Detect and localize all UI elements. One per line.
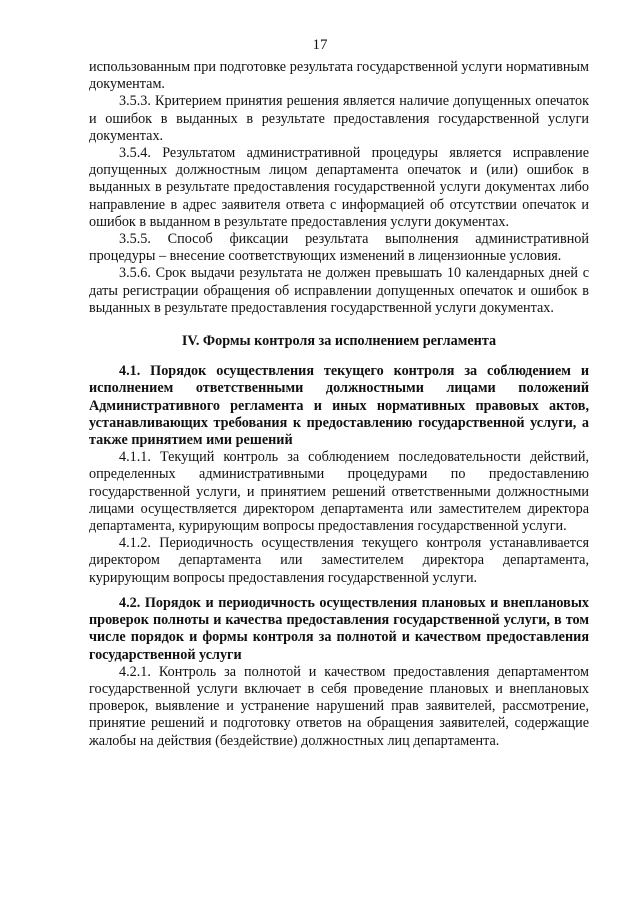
paragraph-3-5-3: 3.5.3. Критерием принятия решения является наличие допущенных опечаток и ошибок в выданных в результате предоставления государственной услуги документах. <box>89 93 589 144</box>
paragraph-3-5-5: 3.5.5. Способ фиксации результата выполнения административной процедуры – внесение соответствующих изменений в лицензионные условия. <box>89 231 589 265</box>
page-number: 17 <box>312 37 328 53</box>
document-body <box>89 59 589 750</box>
paragraph-4-2-1: 4.2.1. Контроль за полнотой и качеством предоставления департаментом государственной услуги включает в себя проведение плановых и внеплановых проверок, выявление и устранение нарушений прав заявителей, рассмотрение, принятие решений и подготовку ответов на обращения заявителей, содержащие жалобы на действия (бездействие) должностных лиц департамента. <box>89 663 589 749</box>
paragraph-3-5-6: 3.5.6. Срок выдачи результата не должен превышать 10 календарных дней с даты регистрации обращения об исправлении допущенных опечаток и ошибок в выданных в результате предоставления государственной услуги документах. <box>89 265 589 316</box>
paragraph-4-1-1: 4.1.1. Текущий контроль за соблюдением последовательности действий, определенных административными процедурами по предоставлению государственной услуги, и принятием решений ответственными должностными лицами осуществляется директором департамента или заместителем директора департамента, курирующим вопросы предоставления государственной услуги. <box>89 449 589 535</box>
subsection-heading-4-2: 4.2. Порядок и периодичность осуществления плановых и внеплановых проверок полноты и качества предоставления государственной услуги, в том числе порядок и формы контроля за полнотой и качеством предоставления государственной услуги <box>89 594 589 663</box>
paragraph-3-5-4: 3.5.4. Результатом административной процедуры является исправление допущенных должностным лицом департамента опечаток и (или) ошибок в выданных в результате предоставления государственной услуги документах либо направление в адрес заявителя ответа с информацией об отсутствии опечаток и ошибок в выданном в результате предоставления услуги документах. <box>89 145 589 230</box>
paragraph-4-1-2: 4.1.2. Периодичность осуществления текущего контроля устанавливается директором департамента или заместителем директора департамента, курирующим вопросы предоставления государственной услуги. <box>89 535 589 586</box>
section-heading-iv: IV. Формы контроля за исполнением регламента <box>181 333 497 350</box>
subsection-heading-4-1: 4.1. Порядок осуществления текущего контроля за соблюдением и исполнением ответственными должностными лицами положений Административного регламента и иных нормативных правовых актов, устанавливающих требования к предоставлению государственной услуги, а также принятием ими решений <box>89 363 589 449</box>
paragraph-continuation: использованным при подготовке результата государственной услуги нормативным документам. <box>89 59 589 93</box>
